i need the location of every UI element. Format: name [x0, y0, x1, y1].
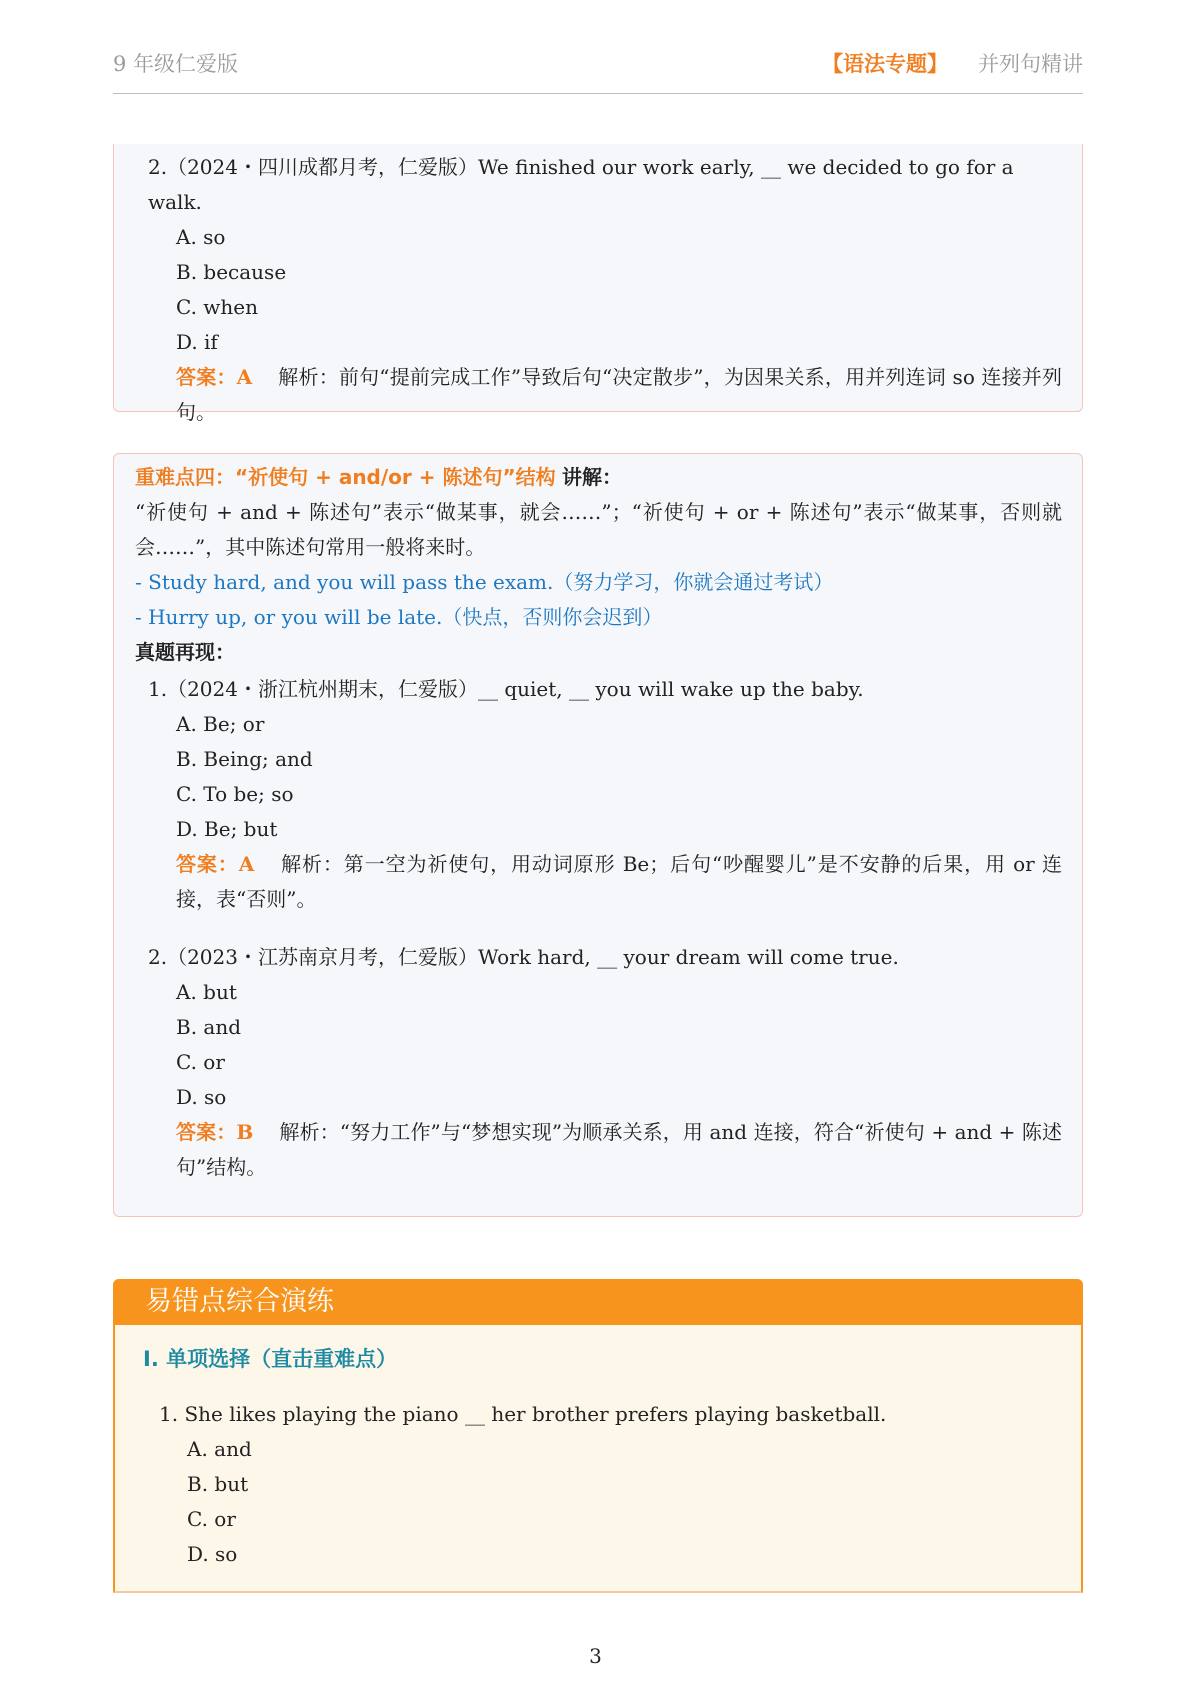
practice-section	[113, 1279, 1083, 1593]
answer-analysis	[148, 847, 1062, 917]
option: A. and	[187, 1437, 252, 1461]
answer-label: 答案：A	[176, 365, 253, 389]
key-point-title-suffix: 讲解：	[561, 465, 622, 489]
explanation-text: “祈使句 + and + 陈述句”表示“做某事，就会……”；“祈使句 + or + 陈述句”表示“做某事，否则就会……”，其中陈述句常用一般将来时。	[135, 500, 1062, 559]
header-tag: 【语法专题】	[822, 52, 948, 76]
option: D. Be; but	[176, 817, 278, 841]
key-point-heading	[135, 460, 1062, 495]
analysis-text: 解析：前句“提前完成工作”导致后句“决定散步”，为因果关系，用并列连词 so 连接并列句。	[176, 365, 1062, 424]
header-title: 并列句精讲	[978, 52, 1083, 76]
question-block	[159, 1397, 1061, 1572]
question-stem: 2.（2024・四川成都月考，仁爱版）We finished our work early, __ we decided to go for a walk.	[148, 155, 1014, 214]
analysis-text: 解析：第一空为祈使句，用动词原形 Be；后句“吵醒婴儿”是不安静的后果，用 or 连接，表“否则”。	[176, 852, 1062, 911]
question-block	[148, 672, 1062, 917]
answer-label: 答案：B	[176, 1120, 254, 1144]
question-stem: 1.（2024・浙江杭州期末，仁爱版）__ quiet, __ you will wake up the baby.	[148, 677, 864, 701]
option: D. if	[176, 330, 218, 354]
key-point-content	[135, 460, 1062, 670]
answer-label: 答案：A	[176, 852, 255, 876]
option: B. but	[187, 1472, 249, 1496]
section-title: 易错点综合演练	[113, 1279, 1083, 1325]
header-grade: 9 年级仁爱版	[113, 52, 239, 76]
practice-label: 真题再现：	[135, 640, 235, 664]
question-block	[148, 150, 1062, 430]
key-point-title: 重难点四：“祈使句 + and/or + 陈述句”结构	[135, 465, 556, 489]
option: B. because	[176, 260, 287, 284]
page-number: 3	[589, 1644, 602, 1668]
option: A. so	[176, 225, 226, 249]
example-sentence: - Hurry up, or you will be late.（快点，否则你会迟到）	[135, 605, 663, 629]
option: B. and	[176, 1015, 242, 1039]
option: A. Be; or	[176, 712, 265, 736]
question-stem: 1. She likes playing the piano __ her brother prefers playing basketball.	[159, 1402, 887, 1426]
option: A. but	[176, 980, 237, 1004]
option: C. or	[176, 1050, 225, 1074]
option: C. or	[187, 1507, 236, 1531]
answer-analysis	[148, 360, 1062, 430]
answer-analysis	[148, 1115, 1062, 1185]
page-header	[113, 44, 1083, 94]
option: B. Being; and	[176, 747, 313, 771]
option: C. when	[176, 295, 259, 319]
analysis-text: 解析：“努力工作”与“梦想实现”为顺承关系，用 and 连接，符合“祈使句 + and + 陈述句”结构。	[176, 1120, 1063, 1179]
question-block	[148, 940, 1062, 1185]
option: D. so	[176, 1085, 227, 1109]
option: C. To be; so	[176, 782, 294, 806]
question-card-continued	[113, 144, 1083, 424]
option: D. so	[187, 1542, 238, 1566]
key-point-card	[113, 453, 1083, 1217]
question-stem: 2.（2023・江苏南京月考，仁爱版）Work hard, __ your dream will come true.	[148, 945, 899, 969]
example-sentence: - Study hard, and you will pass the exam.（努力学习，你就会通过考试）	[135, 570, 834, 594]
header-right	[822, 48, 1083, 78]
section-subtitle: I. 单项选择（直击重难点）	[143, 1347, 398, 1371]
